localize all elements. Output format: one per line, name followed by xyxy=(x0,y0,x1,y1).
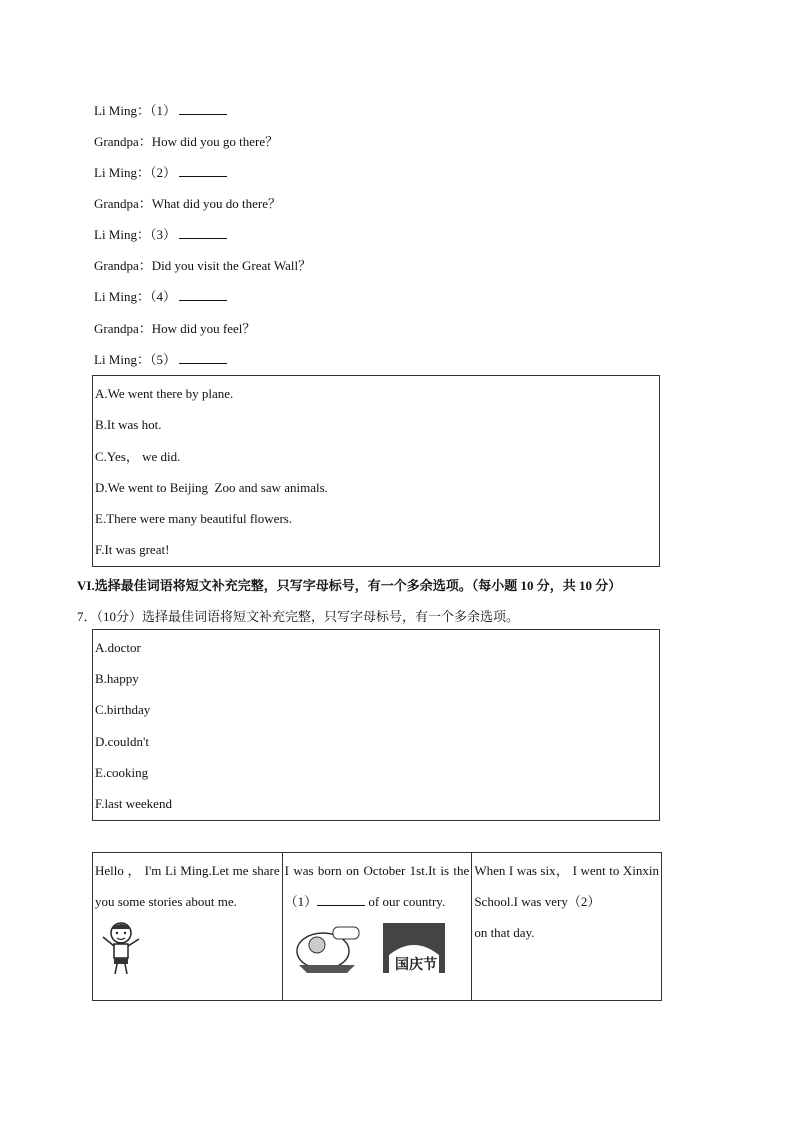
story-table xyxy=(92,852,662,1001)
dialogue-line-9: Li Ming：（5） xyxy=(94,352,227,368)
svg-text:国庆节: 国庆节 xyxy=(394,957,437,973)
dialogue-line-3: Li Ming：（2） xyxy=(94,165,227,181)
story-blank-1[interactable] xyxy=(317,894,365,906)
option-item: D.We went to Beijing Zoo and saw animals. xyxy=(95,480,328,495)
story-cell-3: When I was six， I went to Xinxin School.I was very（2） on that day. xyxy=(472,853,662,1001)
dialogue-line-4: Grandpa：What did you do there？ xyxy=(94,196,282,211)
dialogue-line-2: Grandpa：How did you go there？ xyxy=(94,134,279,149)
option-item: B.happy xyxy=(95,671,139,686)
answer-blank[interactable] xyxy=(179,165,227,177)
option-item: E.There were many beautiful flowers. xyxy=(95,511,293,526)
option-item: D.couldn't xyxy=(95,734,149,749)
answer-blank[interactable] xyxy=(179,352,227,364)
option-item: F.It was great! xyxy=(95,542,170,557)
options-box-dialogue xyxy=(92,375,660,567)
answer-blank[interactable] xyxy=(179,289,227,301)
dialogue-line-8: Grandpa：How did you feel？ xyxy=(94,321,256,336)
option-item: C.birthday xyxy=(95,702,151,717)
national-day-illustration xyxy=(285,919,455,979)
option-item: B.It was hot. xyxy=(95,417,162,432)
story-cell-1: Hello ， I'm Li Ming.Let me share you some stories about me. xyxy=(93,853,283,1001)
answer-blank[interactable] xyxy=(179,103,227,115)
story-cell-2: I was born on October 1st.It is the（1） of our country. 国庆节 xyxy=(282,853,472,1001)
dialogue-line-5: Li Ming：（3） xyxy=(94,227,227,243)
dialogue-line-7: Li Ming：（4） xyxy=(94,289,227,305)
answer-blank[interactable] xyxy=(179,227,227,239)
dialogue-line-1: Li Ming：（1） xyxy=(94,103,227,119)
option-item: C.Yes， we did. xyxy=(95,449,181,464)
question-7-prompt: 7．（10分）选择最佳词语将短文补充完整，只写字母标号，有一个多余选项。 xyxy=(77,609,520,624)
dialogue-line-6: Grandpa：Did you visit the Great Wall？ xyxy=(94,258,312,273)
option-item: E.cooking xyxy=(95,765,149,780)
option-item: A.doctor xyxy=(95,640,141,655)
option-item: F.last weekend xyxy=(95,796,172,811)
boy-illustration xyxy=(99,919,143,977)
options-box-words xyxy=(92,629,660,821)
section-heading: VI.选择最佳词语将短文补充完整，只写字母标号，有一个多余选项。（每小题 10 分，共 10 分） xyxy=(77,578,622,593)
option-item: A.We went there by plane. xyxy=(95,386,234,401)
